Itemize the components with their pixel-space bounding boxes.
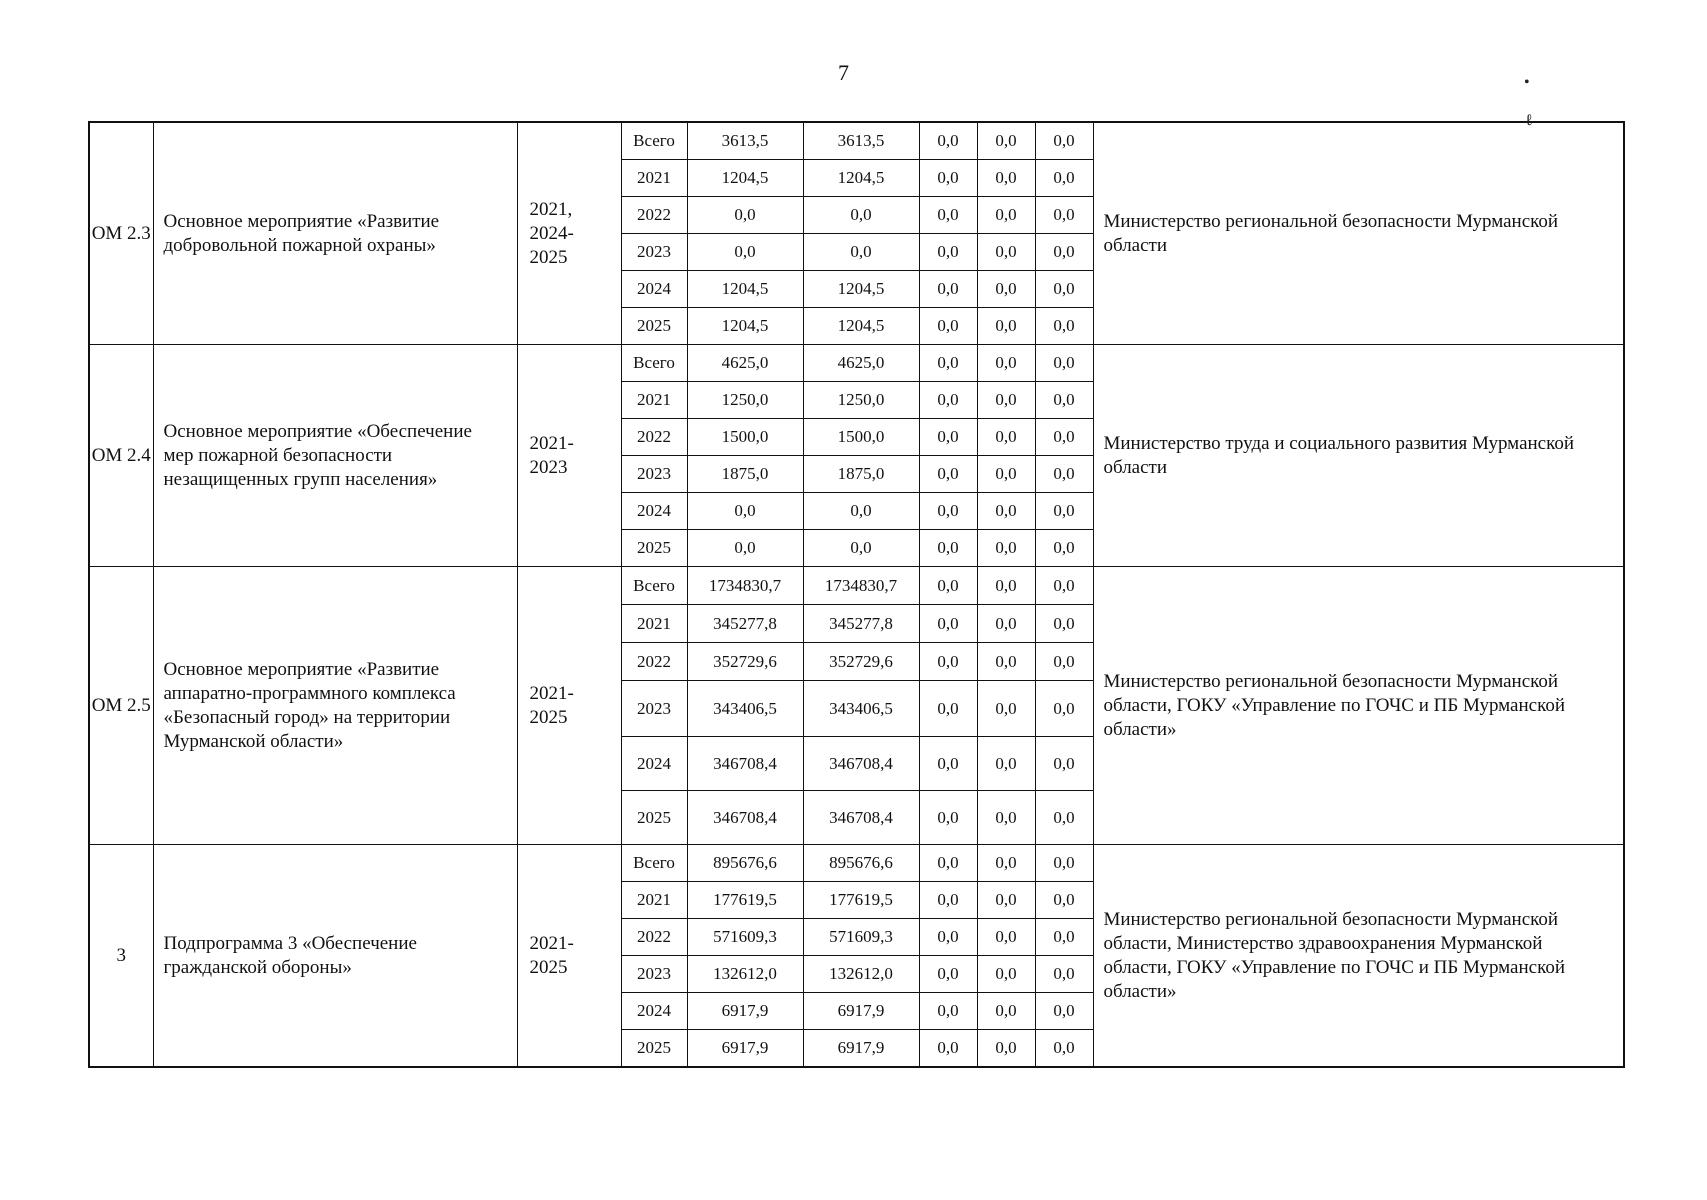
source-cell-2: 0,0 [919,530,977,567]
total-cell: 0,0 [687,197,803,234]
year-cell: 2024 [621,493,687,530]
source-cell-1: 1250,0 [803,382,919,419]
source-cell-2: 0,0 [919,567,977,605]
total-cell: 132612,0 [687,956,803,993]
year-cell: 2023 [621,681,687,737]
source-cell-2: 0,0 [919,737,977,791]
year-cell: 2024 [621,737,687,791]
source-cell-3: 0,0 [977,419,1035,456]
total-cell: 4625,0 [687,345,803,382]
year-cell: 2021 [621,605,687,643]
year-cell: Всего [621,567,687,605]
source-cell-2: 0,0 [919,308,977,345]
row-code: ОМ 2.4 [89,345,153,567]
source-cell-1: 346708,4 [803,737,919,791]
source-cell-1: 1204,5 [803,271,919,308]
source-cell-4: 0,0 [1035,530,1093,567]
source-cell-1: 0,0 [803,197,919,234]
source-cell-4: 0,0 [1035,122,1093,160]
table-row [89,845,1624,882]
total-cell: 1204,5 [687,271,803,308]
source-cell-4: 0,0 [1035,1030,1093,1068]
source-cell-1: 3613,5 [803,122,919,160]
source-cell-2: 0,0 [919,993,977,1030]
source-cell-4: 0,0 [1035,567,1093,605]
source-cell-2: 0,0 [919,643,977,681]
source-cell-4: 0,0 [1035,993,1093,1030]
total-cell: 343406,5 [687,681,803,737]
table-row [89,122,1624,160]
source-cell-2: 0,0 [919,456,977,493]
source-cell-2: 0,0 [919,122,977,160]
table-body [89,122,1624,1067]
total-cell: 1500,0 [687,419,803,456]
year-cell: 2025 [621,791,687,845]
year-cell: 2023 [621,234,687,271]
year-cell: 2021 [621,882,687,919]
source-cell-3: 0,0 [977,493,1035,530]
scan-mark: • [1524,74,1530,91]
total-cell: 352729,6 [687,643,803,681]
total-cell: 1875,0 [687,456,803,493]
source-cell-4: 0,0 [1035,308,1093,345]
program-table [88,121,1625,1068]
source-cell-4: 0,0 [1035,605,1093,643]
total-cell: 6917,9 [687,993,803,1030]
implementation-period: 2021-2025 [517,845,621,1068]
source-cell-2: 0,0 [919,234,977,271]
source-cell-4: 0,0 [1035,197,1093,234]
source-cell-1: 1875,0 [803,456,919,493]
source-cell-3: 0,0 [977,308,1035,345]
source-cell-4: 0,0 [1035,919,1093,956]
source-cell-2: 0,0 [919,919,977,956]
year-cell: 2022 [621,643,687,681]
year-cell: 2025 [621,1030,687,1068]
total-cell: 1250,0 [687,382,803,419]
source-cell-4: 0,0 [1035,956,1093,993]
source-cell-3: 0,0 [977,345,1035,382]
source-cell-4: 0,0 [1035,791,1093,845]
total-cell: 0,0 [687,234,803,271]
total-cell: 895676,6 [687,845,803,882]
activity-name: Основное мероприятие «Развитие аппаратно-программного комплекса «Безопасный город» на территории Мурманской области» [153,567,517,845]
year-cell: 2021 [621,160,687,197]
year-cell: 2023 [621,956,687,993]
year-cell: 2021 [621,382,687,419]
source-cell-3: 0,0 [977,643,1035,681]
source-cell-3: 0,0 [977,605,1035,643]
source-cell-2: 0,0 [919,197,977,234]
source-cell-2: 0,0 [919,382,977,419]
total-cell: 3613,5 [687,122,803,160]
year-cell: 2022 [621,919,687,956]
scan-mark: ℓ [1525,112,1533,129]
row-code: ОМ 2.5 [89,567,153,845]
source-cell-3: 0,0 [977,882,1035,919]
year-cell: 2023 [621,456,687,493]
source-cell-3: 0,0 [977,681,1035,737]
row-code: 3 [89,845,153,1068]
total-cell: 1734830,7 [687,567,803,605]
source-cell-1: 0,0 [803,234,919,271]
source-cell-2: 0,0 [919,605,977,643]
year-cell: 2022 [621,197,687,234]
source-cell-2: 0,0 [919,419,977,456]
source-cell-1: 343406,5 [803,681,919,737]
implementation-period: 2021-2025 [517,567,621,845]
source-cell-3: 0,0 [977,197,1035,234]
year-cell: 2025 [621,530,687,567]
source-cell-4: 0,0 [1035,234,1093,271]
year-cell: 2025 [621,308,687,345]
source-cell-1: 0,0 [803,493,919,530]
source-cell-2: 0,0 [919,791,977,845]
source-cell-1: 346708,4 [803,791,919,845]
total-cell: 6917,9 [687,1030,803,1068]
total-cell: 177619,5 [687,882,803,919]
source-cell-4: 0,0 [1035,493,1093,530]
source-cell-3: 0,0 [977,160,1035,197]
source-cell-1: 1204,5 [803,160,919,197]
source-cell-4: 0,0 [1035,643,1093,681]
source-cell-1: 571609,3 [803,919,919,956]
source-cell-2: 0,0 [919,681,977,737]
source-cell-4: 0,0 [1035,345,1093,382]
total-cell: 0,0 [687,530,803,567]
source-cell-4: 0,0 [1035,737,1093,791]
source-cell-3: 0,0 [977,567,1035,605]
source-cell-3: 0,0 [977,122,1035,160]
activity-name: Основное мероприятие «Развитие добровольной пожарной охраны» [153,122,517,345]
row-code: ОМ 2.3 [89,122,153,345]
total-cell: 346708,4 [687,737,803,791]
source-cell-3: 0,0 [977,234,1035,271]
source-cell-3: 0,0 [977,382,1035,419]
source-cell-2: 0,0 [919,845,977,882]
year-cell: 2024 [621,271,687,308]
source-cell-3: 0,0 [977,456,1035,493]
source-cell-1: 6917,9 [803,993,919,1030]
activity-name: Основное мероприятие «Обеспечение мер пожарной безопасности незащищенных групп населения» [153,345,517,567]
source-cell-1: 895676,6 [803,845,919,882]
total-cell: 345277,8 [687,605,803,643]
responsible-executor: Министерство региональной безопасности Мурманской области [1093,122,1624,345]
table-row [89,567,1624,605]
year-cell: 2022 [621,419,687,456]
total-cell: 571609,3 [687,919,803,956]
source-cell-2: 0,0 [919,493,977,530]
source-cell-3: 0,0 [977,919,1035,956]
source-cell-1: 352729,6 [803,643,919,681]
source-cell-3: 0,0 [977,993,1035,1030]
source-cell-1: 1204,5 [803,308,919,345]
source-cell-4: 0,0 [1035,681,1093,737]
year-cell: Всего [621,845,687,882]
source-cell-1: 345277,8 [803,605,919,643]
responsible-executor: Министерство труда и социального развития Мурманской области [1093,345,1624,567]
source-cell-1: 6917,9 [803,1030,919,1068]
total-cell: 1204,5 [687,308,803,345]
responsible-executor: Министерство региональной безопасности Мурманской области, ГОКУ «Управление по ГОЧС и ПБ Мурманской области» [1093,567,1624,845]
total-cell: 346708,4 [687,791,803,845]
source-cell-1: 0,0 [803,530,919,567]
source-cell-1: 177619,5 [803,882,919,919]
source-cell-4: 0,0 [1035,382,1093,419]
total-cell: 0,0 [687,493,803,530]
year-cell: Всего [621,345,687,382]
source-cell-2: 0,0 [919,1030,977,1068]
source-cell-4: 0,0 [1035,882,1093,919]
responsible-executor: Министерство региональной безопасности Мурманской области, Министерство здравоохранения Мурманской области, ГОКУ «Управление по ГОЧС и ПБ Мурманской области» [1093,845,1624,1068]
source-cell-4: 0,0 [1035,419,1093,456]
source-cell-3: 0,0 [977,956,1035,993]
source-cell-2: 0,0 [919,956,977,993]
source-cell-2: 0,0 [919,345,977,382]
table-row [89,345,1624,382]
source-cell-1: 4625,0 [803,345,919,382]
implementation-period: 2021-2023 [517,345,621,567]
page-number: 7 [838,60,849,85]
source-cell-1: 132612,0 [803,956,919,993]
source-cell-1: 1500,0 [803,419,919,456]
source-cell-4: 0,0 [1035,160,1093,197]
source-cell-2: 0,0 [919,271,977,308]
source-cell-4: 0,0 [1035,271,1093,308]
activity-name: Подпрограмма 3 «Обеспечение гражданской обороны» [153,845,517,1068]
source-cell-1: 1734830,7 [803,567,919,605]
source-cell-3: 0,0 [977,791,1035,845]
source-cell-3: 0,0 [977,1030,1035,1068]
year-cell: Всего [621,122,687,160]
source-cell-3: 0,0 [977,530,1035,567]
total-cell: 1204,5 [687,160,803,197]
source-cell-3: 0,0 [977,271,1035,308]
implementation-period: 2021, 2024-2025 [517,122,621,345]
source-cell-3: 0,0 [977,737,1035,791]
source-cell-4: 0,0 [1035,456,1093,493]
source-cell-4: 0,0 [1035,845,1093,882]
source-cell-2: 0,0 [919,160,977,197]
year-cell: 2024 [621,993,687,1030]
source-cell-3: 0,0 [977,845,1035,882]
source-cell-2: 0,0 [919,882,977,919]
